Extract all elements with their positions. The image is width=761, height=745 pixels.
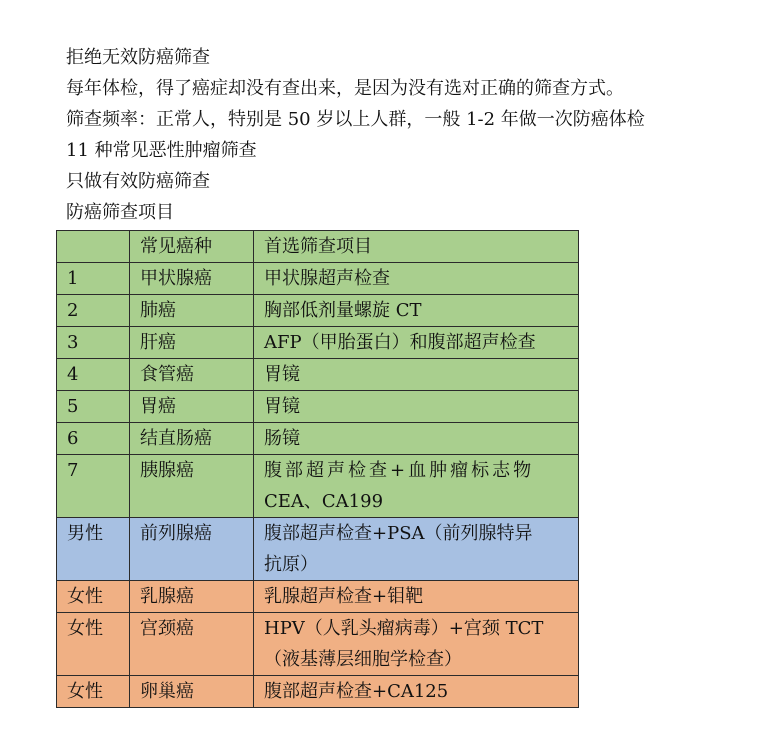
table-header-row bbox=[57, 231, 579, 263]
row-index-cell: 女性 bbox=[57, 676, 130, 708]
screening-text-continued: 抗原） bbox=[264, 554, 318, 575]
screening-cell bbox=[254, 455, 579, 518]
cancer-type-cell: 宫颈癌 bbox=[130, 613, 254, 676]
table-row bbox=[57, 263, 579, 295]
screening-cell bbox=[254, 295, 579, 327]
row-index-cell: 女性 bbox=[57, 581, 130, 613]
screening-text: 胃镜 bbox=[264, 364, 300, 385]
table-row bbox=[57, 676, 579, 708]
screening-cell bbox=[254, 263, 579, 295]
screening-text: AFP（甲胎蛋白）和腹部超声检查 bbox=[264, 332, 536, 353]
row-index-cell: 7 bbox=[57, 455, 130, 518]
screening-cell bbox=[254, 391, 579, 423]
row-index-cell: 4 bbox=[57, 359, 130, 391]
cancer-type-cell: 肺癌 bbox=[130, 295, 254, 327]
row-index-cell: 3 bbox=[57, 327, 130, 359]
row-index-cell: 2 bbox=[57, 295, 130, 327]
frequency-paragraph: 筛查频率：正常人，特别是 50 岁以上人群，一般 1-2 年做一次防癌体检 bbox=[66, 109, 645, 130]
document-body bbox=[66, 42, 746, 228]
screening-items-heading: 防癌筛查项目 bbox=[66, 202, 174, 223]
screening-text: 腹部超声检查+CA125 bbox=[264, 681, 449, 702]
screening-text: 腹部超声检查+PSA（前列腺特异 bbox=[264, 523, 533, 544]
cancer-type-cell: 胰腺癌 bbox=[130, 455, 254, 518]
cancer-type-cell: 甲状腺癌 bbox=[130, 263, 254, 295]
row-index-cell: 1 bbox=[57, 263, 130, 295]
screening-text-continued: CEA、CA199 bbox=[264, 491, 384, 512]
row-index-cell: 男性 bbox=[57, 518, 130, 581]
screening-cell bbox=[254, 423, 579, 455]
table-row bbox=[57, 391, 579, 423]
screening-text: 甲状腺超声检查 bbox=[264, 268, 390, 289]
screening-cell bbox=[254, 359, 579, 391]
tumor-count-heading: 11 种常见恶性肿瘤筛查 bbox=[66, 140, 257, 161]
screening-text-continued: （液基薄层细胞学检查） bbox=[264, 649, 462, 670]
header-cell-screening: 首选筛查项目 bbox=[254, 231, 579, 263]
effective-screening-heading: 只做有效防癌筛查 bbox=[66, 171, 210, 192]
cancer-type-cell: 乳腺癌 bbox=[130, 581, 254, 613]
table-row bbox=[57, 359, 579, 391]
screening-cell bbox=[254, 613, 579, 676]
screening-table bbox=[56, 230, 579, 708]
cancer-type-cell: 结直肠癌 bbox=[130, 423, 254, 455]
cancer-type-cell: 胃癌 bbox=[130, 391, 254, 423]
table-row bbox=[57, 518, 579, 581]
header-cell-index bbox=[57, 231, 130, 263]
table-row bbox=[57, 423, 579, 455]
cancer-type-cell: 食管癌 bbox=[130, 359, 254, 391]
table-row bbox=[57, 455, 579, 518]
screening-cell bbox=[254, 518, 579, 581]
row-index-cell: 女性 bbox=[57, 613, 130, 676]
screening-text: 腹部超声检查+血肿瘤标志物 bbox=[264, 460, 535, 481]
screening-cell bbox=[254, 676, 579, 708]
cancer-type-cell: 肝癌 bbox=[130, 327, 254, 359]
intro-paragraph: 每年体检，得了癌症却没有查出来，是因为没有选对正确的筛查方式。 bbox=[66, 78, 624, 99]
screening-text: 乳腺超声检查+钼靶 bbox=[264, 586, 424, 607]
cancer-type-cell: 前列腺癌 bbox=[130, 518, 254, 581]
header-cell-cancer-type: 常见癌种 bbox=[130, 231, 254, 263]
screening-text: 胸部低剂量螺旋 CT bbox=[264, 300, 422, 321]
screening-cell bbox=[254, 581, 579, 613]
cancer-type-cell: 卵巢癌 bbox=[130, 676, 254, 708]
doc-title: 拒绝无效防癌筛查 bbox=[66, 47, 210, 68]
screening-text: HPV（人乳头瘤病毒）+宫颈 TCT bbox=[264, 618, 544, 639]
table-row bbox=[57, 295, 579, 327]
table-row bbox=[57, 327, 579, 359]
row-index-cell: 6 bbox=[57, 423, 130, 455]
table-row bbox=[57, 613, 579, 676]
screening-cell bbox=[254, 327, 579, 359]
table-row bbox=[57, 581, 579, 613]
screening-text: 肠镜 bbox=[264, 428, 300, 449]
screening-text: 胃镜 bbox=[264, 396, 300, 417]
row-index-cell: 5 bbox=[57, 391, 130, 423]
